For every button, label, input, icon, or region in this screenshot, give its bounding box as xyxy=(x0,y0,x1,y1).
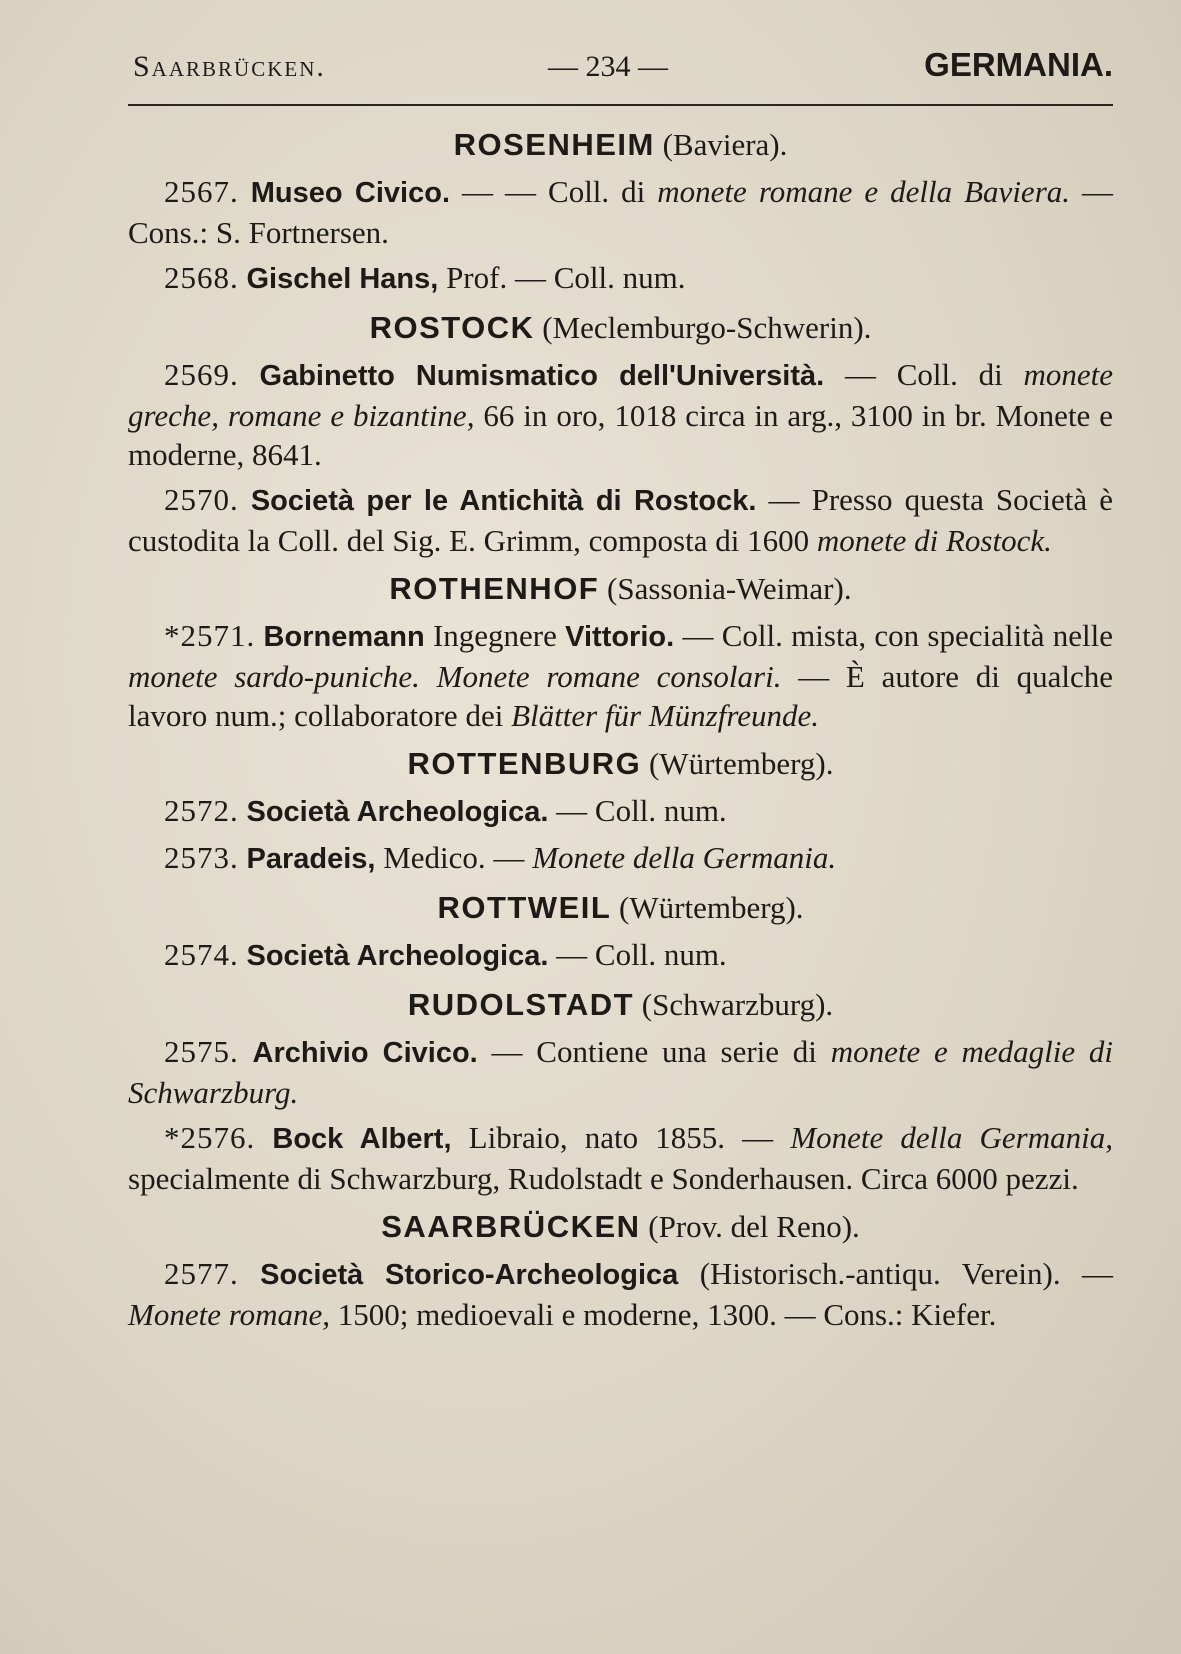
city-heading xyxy=(128,1206,1113,1248)
city-region: (Meclemburgo-Schwerin). xyxy=(542,310,872,345)
city-name: ROTTENBURG xyxy=(407,746,642,781)
city-name: ROSENHEIM xyxy=(453,127,655,162)
entry-number: 2572. xyxy=(164,793,239,828)
city-region: (Würtemberg). xyxy=(648,746,834,781)
entry-text: Libraio, nato 1855. — xyxy=(451,1120,791,1155)
entry-2573 xyxy=(128,838,1113,879)
entry-italic2: Blätter für Münzfreunde. xyxy=(511,698,820,733)
entry-number: *2571. xyxy=(164,618,256,653)
entry-number: *2576. xyxy=(164,1120,256,1155)
entry-number: 2569. xyxy=(164,357,239,392)
entry-2570 xyxy=(128,480,1113,560)
entry-text2: 1500; medioevali e moderne, 1300. — Cons.: Kiefer. xyxy=(330,1297,997,1332)
entry-name: Società Archeologica. xyxy=(246,940,549,972)
city-heading xyxy=(128,124,1113,166)
entry-italic: Monete della Germania, xyxy=(790,1120,1113,1155)
entry-text2: — Coll. mista, con specialità nelle xyxy=(674,618,1113,653)
entry-italic: Monete romane, xyxy=(128,1297,331,1332)
entry-text2: — Cons.: S. Fortnersen. xyxy=(128,174,1114,250)
entry-number: 2573. xyxy=(164,840,239,875)
entry-2576 xyxy=(128,1118,1113,1198)
city-region: (Sassonia-Weimar). xyxy=(607,571,852,606)
entry-number: 2570. xyxy=(164,482,239,517)
entry-number: 2575. xyxy=(164,1034,239,1069)
entry-text: — Presso questa Società è custodita la Coll. del Sig. E. Grimm, composta di 1600 xyxy=(128,482,1113,558)
entry-text: (Historisch.-antiqu. Verein). — xyxy=(678,1256,1113,1291)
entry-name: Gabinetto Numismatico dell'Università. xyxy=(259,360,825,392)
city-heading xyxy=(128,568,1113,610)
entry-italic: monete greche, romane e bizantine, xyxy=(128,357,1114,433)
city-region: (Schwarzburg). xyxy=(641,987,834,1022)
entry-name: Società per le Antichità di Rostock. xyxy=(250,485,757,517)
entry-number: 2567. xyxy=(164,174,239,209)
entry-2571 xyxy=(128,616,1113,735)
entry-number: 2577. xyxy=(164,1256,239,1291)
page xyxy=(128,40,1113,1340)
entry-name: Gischel Hans, xyxy=(246,263,439,295)
entry-text3: — È autore di qualche lavoro num.; collaboratore dei xyxy=(128,659,1113,733)
entry-text: Prof. — Coll. num. xyxy=(438,260,686,295)
entry-italic: monete romane e della Baviera. xyxy=(657,174,1071,209)
city-name: ROTHENHOF xyxy=(389,571,600,606)
entry-2574 xyxy=(128,935,1113,976)
city-name: ROTTWEIL xyxy=(437,890,612,925)
entry-italic: Monete della Germania. xyxy=(532,840,837,875)
running-head-left: Saarbrücken. xyxy=(133,50,326,83)
city-heading xyxy=(128,743,1113,785)
entry-name: Bornemann xyxy=(263,621,425,653)
entry-2569 xyxy=(128,355,1113,474)
entry-name: Paradeis, xyxy=(246,843,376,875)
entry-text: Medico. — xyxy=(375,840,533,875)
city-heading xyxy=(128,984,1113,1026)
header-rule xyxy=(128,104,1113,106)
city-region: (Prov. del Reno). xyxy=(648,1209,860,1244)
entry-text: Ingegnere xyxy=(424,618,566,653)
entry-name: Bock Albert, xyxy=(272,1123,452,1155)
entry-2567 xyxy=(128,172,1113,252)
entry-number: 2574. xyxy=(164,937,239,972)
entry-2568 xyxy=(128,258,1113,299)
running-head-right: GERMANIA. xyxy=(924,46,1113,83)
entry-name: Società Storico-Archeologica xyxy=(260,1259,679,1291)
city-region: (Baviera). xyxy=(662,127,788,162)
city-heading xyxy=(128,307,1113,349)
entry-text: — Coll. di xyxy=(824,357,1024,392)
page-number: — 234 — xyxy=(548,50,668,83)
entry-2575 xyxy=(128,1032,1113,1112)
entry-text: — Contiene una serie di xyxy=(477,1034,831,1069)
entry-text: — — Coll. di xyxy=(450,174,658,209)
entry-text: — Coll. num. xyxy=(548,793,727,828)
city-name: SAARBRÜCKEN xyxy=(381,1209,641,1244)
city-region: (Würtemberg). xyxy=(619,890,804,925)
entry-name: Museo Civico. xyxy=(250,177,451,209)
entry-text2: 66 in oro, 1018 circa in arg., 3100 in br. Monete e moderne, 8641. xyxy=(128,398,1113,472)
entry-2572 xyxy=(128,791,1113,832)
city-name: ROSTOCK xyxy=(369,310,535,345)
entry-text2: specialmente di Schwarzburg, Rudolstadt e Sonderhausen. Circa 6000 pezzi. xyxy=(128,1161,1079,1196)
entry-number: 2568. xyxy=(164,260,239,295)
entry-italic: monete sardo-puniche. Monete romane consolari. xyxy=(128,659,782,694)
entry-2577 xyxy=(128,1254,1113,1334)
entry-italic: monete di Rostock. xyxy=(816,523,1052,558)
entry-name: Archivio Civico. xyxy=(252,1037,478,1069)
city-heading xyxy=(128,887,1113,929)
entry-name: Società Archeologica. xyxy=(246,796,549,828)
city-name: RUDOLSTADT xyxy=(407,987,635,1022)
entry-text: — Coll. num. xyxy=(548,937,727,972)
entry-italic: monete e medaglie di Schwarzburg. xyxy=(128,1034,1114,1110)
entry-name2: Vittorio. xyxy=(565,621,675,653)
running-head xyxy=(128,40,1113,100)
